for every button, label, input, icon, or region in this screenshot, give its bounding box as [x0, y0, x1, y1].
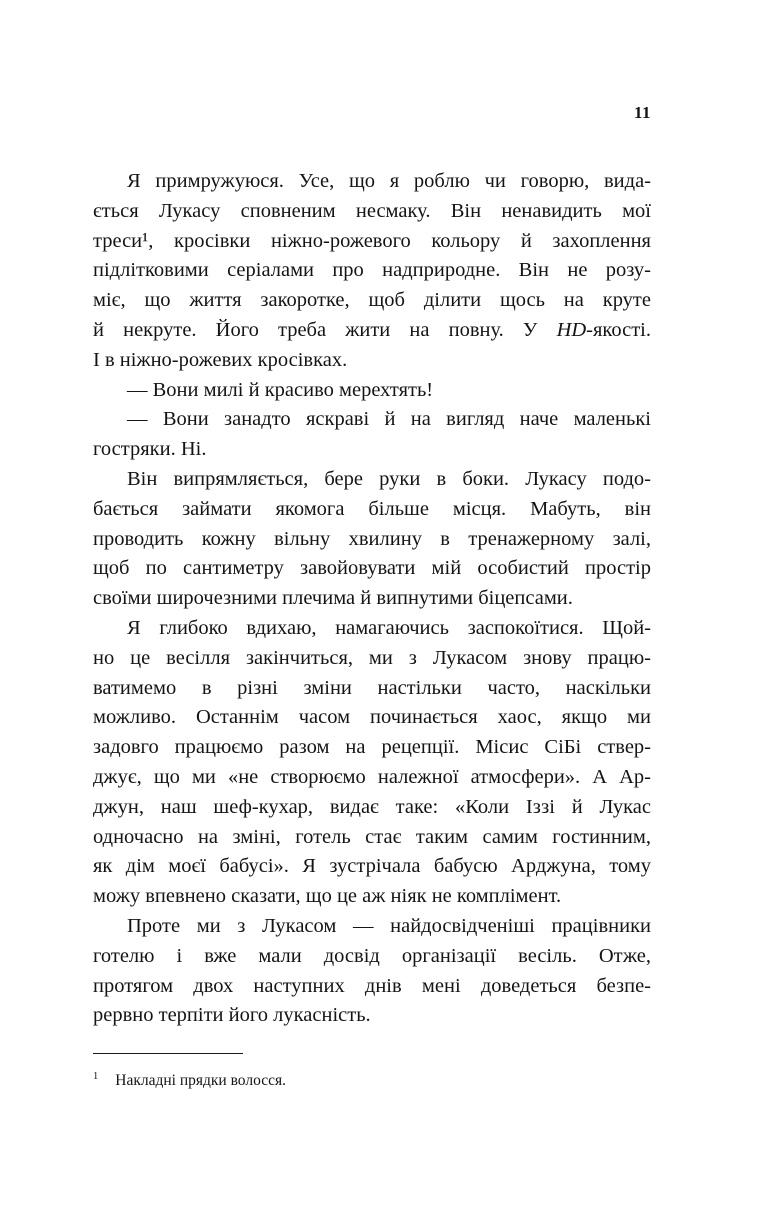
text-line: одночасно на зміні, готель стає таким самим гостинним,	[93, 825, 651, 848]
text-line: ється Лукасу сповненим несмаку. Він ненавидить мої	[93, 199, 651, 222]
footnote-text: Накладні прядки волосся.	[115, 1072, 286, 1090]
footnote-marker: 1	[93, 1071, 99, 1083]
text-line: — Вони милі й красиво мерехтять!	[127, 378, 434, 401]
text-line: протягом двох наступних днів мені доведеться безпе-	[93, 974, 651, 997]
text-line: І в ніжно-рожевих кросівках.	[93, 348, 348, 371]
paragraph	[93, 167, 651, 376]
text-line: но це весілля закінчиться, ми з Лукасом знову працю-	[93, 646, 651, 669]
text-line: бається займати якомога більше місця. Мабуть, він	[93, 497, 651, 520]
paragraph	[93, 376, 651, 406]
text-line: готелю і вже мали досвід організації весіль. Отже,	[93, 944, 651, 967]
text-line: міє, що життя закоротке, щоб ділити щось на круте	[93, 289, 651, 312]
text-line: гостряки. Ні.	[93, 438, 207, 461]
paragraph	[93, 912, 651, 1031]
text-line: Проте ми з Лукасом — найдосвідченіші працівники	[127, 914, 651, 937]
page-number: 11	[633, 103, 651, 122]
text-line: Він випрямляється, бере руки в боки. Лукасу подо-	[127, 467, 651, 490]
text-line: задовго працюємо разом на рецепції. Місис СіБі ствер-	[93, 736, 651, 759]
text-line: Я глибоко вдихаю, намагаючись заспокоїтися. Щой-	[127, 616, 651, 639]
text-line: джун, наш шеф-кухар, видає таке: «Коли Іззі й Лукас	[93, 795, 651, 818]
text-line: рервно терпіти його лукасність.	[93, 1004, 371, 1027]
paragraph	[93, 614, 651, 912]
text-line: проводить кожну вільну хвилину в тренажерному залі,	[93, 527, 651, 550]
footnote	[93, 1067, 651, 1091]
text-line: підлітковими серіалами про надприродне. Він не розу-	[93, 259, 651, 282]
text-line: своїми широчезними плечима й випнутими біцепсами.	[93, 587, 573, 610]
text-line: джує, що ми «не створюємо належної атмосфери». А Ар-	[93, 765, 651, 788]
text-line: й некруте. Його треба жити на повну. У HD-якості.	[93, 318, 651, 341]
footnote-divider	[93, 1053, 243, 1054]
text-line: Я примружуюся. Усе, що я роблю чи говорю, вида-	[127, 170, 651, 192]
text-line: можливо. Останнім часом починається хаос, якщо ми	[93, 706, 651, 729]
paragraph	[93, 465, 651, 614]
paragraph	[93, 405, 651, 465]
text-line: ватимемо в різні зміни настільки часто, наскільки	[93, 676, 651, 699]
text-line: — Вони занадто яскраві й на вигляд наче маленькі	[127, 408, 651, 431]
text-line: щоб по сантиметру завойовувати мій особистий простір	[93, 557, 651, 580]
body-text	[93, 167, 651, 1031]
text-line: треси¹, кросівки ніжно-рожевого кольору й захоплення	[93, 229, 651, 252]
text-line: можу впевнено сказати, що це аж ніяк не комплімент.	[93, 885, 562, 908]
text-line: як дім моєї бабусі». Я зустрічала бабусю Арджуна, тому	[93, 855, 651, 878]
footnote-area	[93, 1053, 651, 1091]
